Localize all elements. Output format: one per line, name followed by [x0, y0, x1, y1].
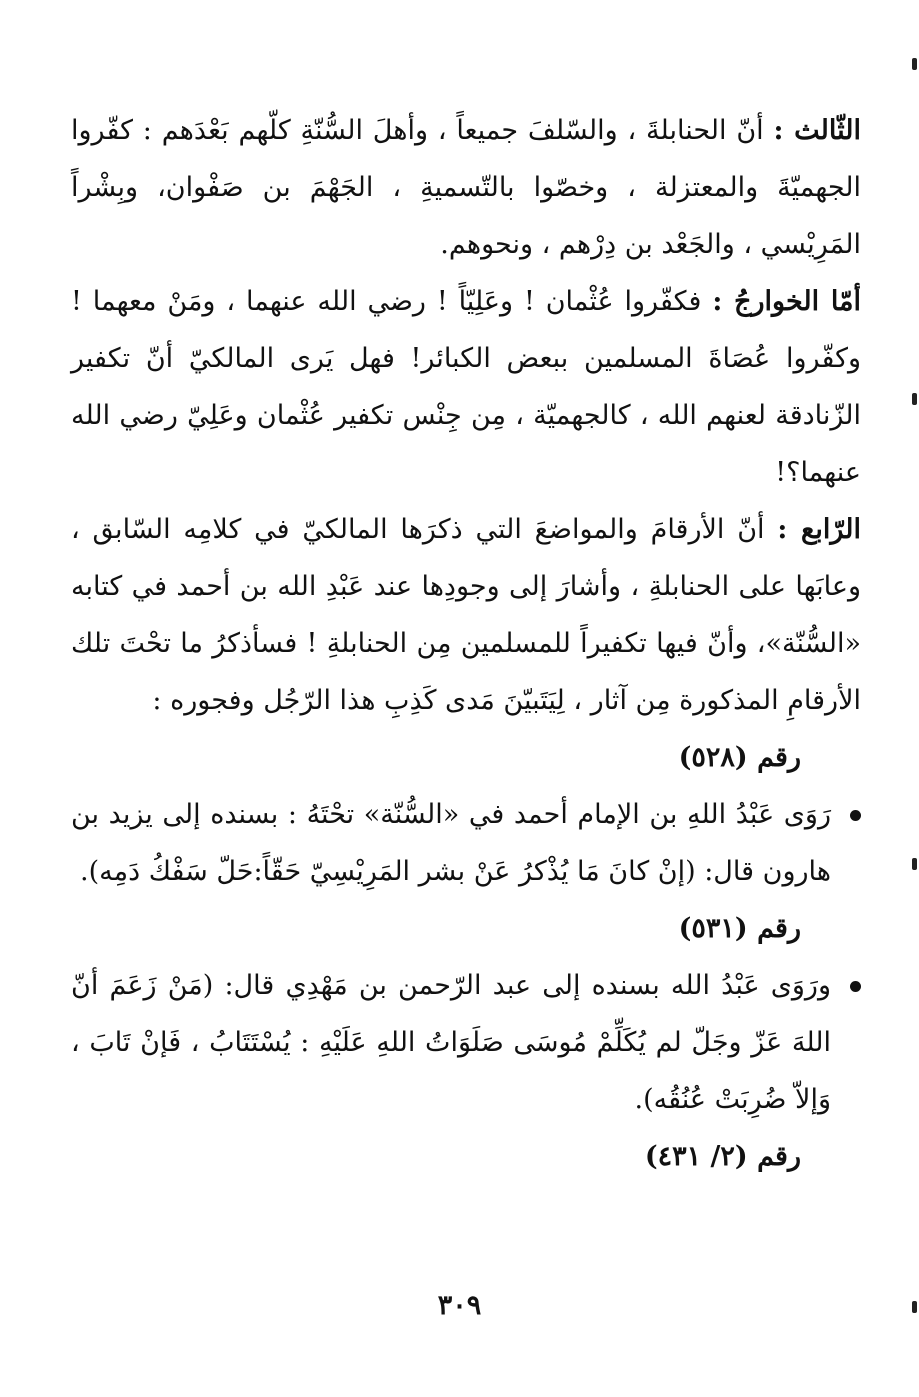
- margin-mark: [912, 393, 917, 405]
- paragraph-fourth-text: أنّ الأرقامَ والمواضعَ التي ذكرَها المالكيّ في كلامِه السّابق ، وعابَها على الحنابلةِ ، وأشارَ إلى وجودِها عند عَبْدِ الله بن أحمد في كتابه «السُّنّة»، وأنّ فيها تكفيراً للمسلمين مِن الحنابلةِ ! فسأذكرُ ما تحْتَ تلك الأرقامِ المذكورة مِن آثار ، لِيَتَبيّنَ مَدى كَذِبِ هذا الرّجُل وفجوره :: [71, 514, 861, 716]
- list-item-text: رَوَى عَبْدُ اللهِ بن الإمام أحمد في «السُّنّة» تحْتَهُ : بسنده إلى يزيد بن هارون قال: (إنْ كانَ مَا يُذْكرُ عَنْ بشر المَرِيْسِيّ حَقّاً:حَلّ سَفْكُ دَمِه).: [71, 799, 831, 887]
- entry-label: رقم (٥٢٨): [678, 742, 801, 773]
- paragraph-khawarij-lead: أمّا الخوارجُ :: [712, 286, 862, 317]
- paragraph-fourth: [71, 501, 861, 729]
- paragraph-third-lead: الثّالث :: [773, 115, 861, 146]
- final-reference-label: رقم (٢/ ٤٣١): [644, 1141, 801, 1172]
- paragraph-third: [71, 102, 861, 273]
- paragraph-khawarij-text: فكفّروا عُثْمان ! وعَلِيّاً ! رضي الله عنهما ، ومَنْ معهما ! وكفّروا عُصَاةَ المسلمين ببعض الكبائر! فهل يَرى المالكيّ أنّ تكفير الزّنادقة لعنهم الله ، كالجهميّة ، مِن جِنْس تكفير عُثْمان وعَلِيّ رضي الله عنهما؟!: [71, 286, 861, 488]
- paragraph-third-text: أنّ الحنابلةَ ، والسّلفَ جميعاً ، وأهلَ السُّنّةِ كلّهم بَعْدَهم : كفّروا الجهميّةَ والمعتزلة ، وخصّوا بالتّسميةِ ، الجَهْمَ بن صَفْوان، وبِشْراً المَرِيْسي ، والجَعْد بن دِرْهم ، ونحوهم.: [71, 115, 861, 260]
- list-item: [71, 786, 861, 900]
- margin-mark: [912, 58, 917, 70]
- margin-mark: [912, 858, 917, 870]
- bullet-icon: [850, 981, 861, 992]
- page-number: ٣٠٩: [437, 1290, 482, 1321]
- main-text: [71, 102, 861, 1185]
- margin-mark: [912, 1301, 917, 1313]
- list-item: [71, 957, 861, 1128]
- entry-label: رقم (٥٣١): [678, 913, 801, 944]
- list-item-text: ورَوَى عَبْدُ الله بسنده إلى عبد الرّحمن بن مَهْدِي قال: (مَنْ زَعَمَ أنّ اللهَ عَزّ وجَلّ لم يُكَلِّمْ مُوسَى صَلَوَاتُ اللهِ عَلَيْهِ : يُسْتَتَابُ ، فَإنْ تَابَ ، وَإلاّ ضُرِبَتْ عُنُقُه).: [71, 970, 831, 1115]
- bullet-icon: [850, 810, 861, 821]
- paragraph-fourth-lead: الرّابع :: [777, 514, 861, 545]
- paragraph-khawarij: [71, 273, 861, 501]
